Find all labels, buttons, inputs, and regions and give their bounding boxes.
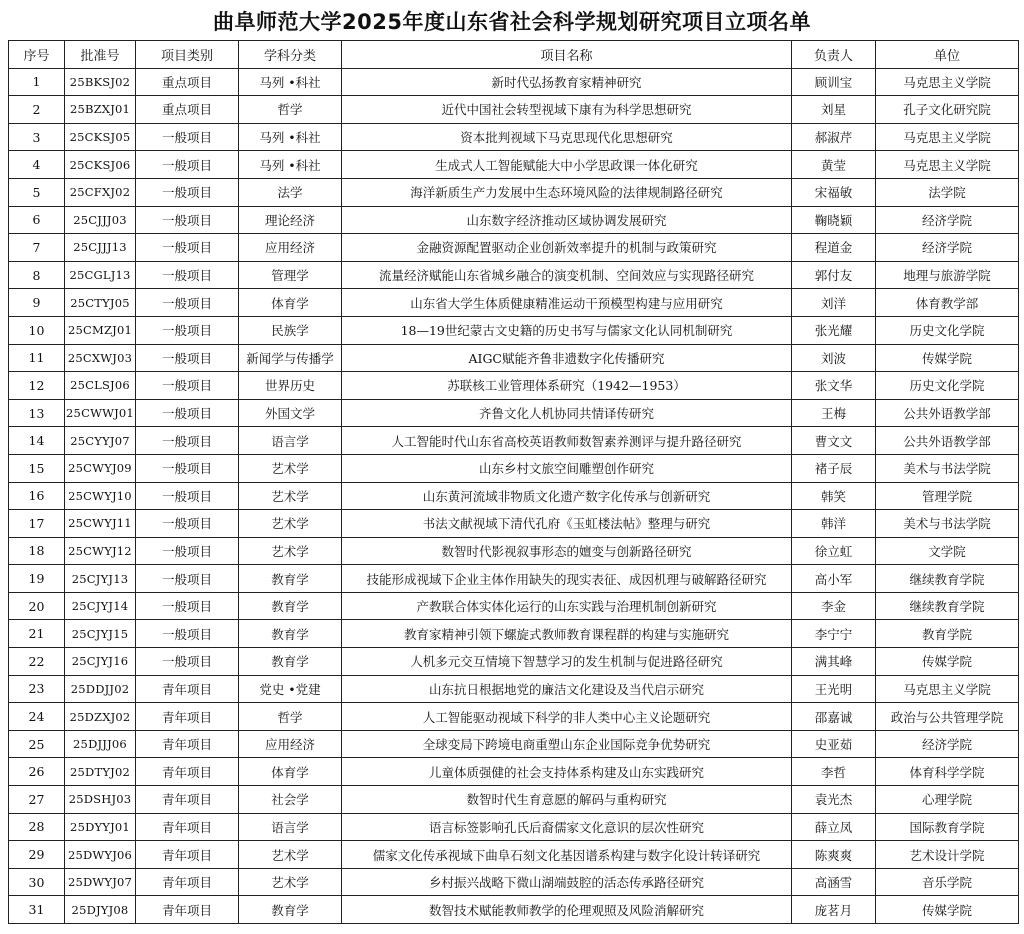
- cell-discipline: 外国文学: [239, 399, 342, 427]
- cell-project-category: 一般项目: [136, 123, 239, 151]
- project-list-table: [8, 40, 1019, 924]
- table-row: [9, 123, 1019, 151]
- cell-project-category: 一般项目: [136, 316, 239, 344]
- cell-principal: 史亚茹: [792, 730, 876, 758]
- cell-project-name: 山东黄河流域非物质文化遗产数字化传承与创新研究: [342, 482, 792, 510]
- table-row: [9, 510, 1019, 538]
- cell-unit: 传媒学院: [876, 896, 1019, 924]
- cell-approval-number: 25CJYJ15: [65, 620, 136, 648]
- cell-project-name: 山东省大学生体质健康精准运动干预模型构建与应用研究: [342, 289, 792, 317]
- cell-project-category: 一般项目: [136, 592, 239, 620]
- cell-principal: 郭付友: [792, 261, 876, 289]
- cell-unit: 政治与公共管理学院: [876, 703, 1019, 731]
- header-discipline: 学科分类: [239, 41, 342, 69]
- cell-project-category: 青年项目: [136, 841, 239, 869]
- cell-principal: 邵嘉诚: [792, 703, 876, 731]
- cell-principal: 黄莹: [792, 151, 876, 179]
- cell-unit: 文学院: [876, 537, 1019, 565]
- cell-project-name: 乡村振兴战略下微山湖端鼓腔的活态传承路径研究: [342, 868, 792, 896]
- cell-project-name: 人工智能驱动视域下科学的非人类中心主义论题研究: [342, 703, 792, 731]
- cell-project-category: 一般项目: [136, 344, 239, 372]
- cell-discipline: 新闻学与传播学: [239, 344, 342, 372]
- cell-index: 16: [9, 482, 65, 510]
- table-row: [9, 620, 1019, 648]
- cell-index: 12: [9, 372, 65, 400]
- cell-approval-number: 25BZXJ01: [65, 96, 136, 124]
- cell-discipline: 教育学: [239, 896, 342, 924]
- cell-principal: 袁光杰: [792, 786, 876, 814]
- table-row: [9, 289, 1019, 317]
- cell-approval-number: 25DYYJ01: [65, 813, 136, 841]
- cell-unit: 马克思主义学院: [876, 123, 1019, 151]
- cell-unit: 历史文化学院: [876, 316, 1019, 344]
- cell-principal: 李哲: [792, 758, 876, 786]
- cell-discipline: 马列 •科社: [239, 68, 342, 96]
- cell-project-category: 重点项目: [136, 96, 239, 124]
- cell-approval-number: 25CJYJ16: [65, 648, 136, 676]
- cell-project-category: 重点项目: [136, 68, 239, 96]
- cell-principal: 李宁宁: [792, 620, 876, 648]
- cell-approval-number: 25DDJJ02: [65, 675, 136, 703]
- cell-principal: 刘洋: [792, 289, 876, 317]
- cell-unit: 公共外语教学部: [876, 427, 1019, 455]
- cell-approval-number: 25CWYJ09: [65, 454, 136, 482]
- cell-discipline: 马列 •科社: [239, 151, 342, 179]
- cell-approval-number: 25CWYJ10: [65, 482, 136, 510]
- table-body: [9, 68, 1019, 923]
- cell-unit: 历史文化学院: [876, 372, 1019, 400]
- cell-approval-number: 25CXWJ03: [65, 344, 136, 372]
- cell-project-name: 儒家文化传承视域下曲阜石刻文化基因谱系构建与数字化设计转译研究: [342, 841, 792, 869]
- cell-approval-number: 25DJJJ06: [65, 730, 136, 758]
- table-row: [9, 730, 1019, 758]
- cell-principal: 高涵雪: [792, 868, 876, 896]
- cell-project-category: 一般项目: [136, 565, 239, 593]
- cell-discipline: 应用经济: [239, 730, 342, 758]
- cell-project-category: 一般项目: [136, 648, 239, 676]
- cell-index: 2: [9, 96, 65, 124]
- cell-project-name: 语言标签影响孔氏后裔儒家文化意识的层次性研究: [342, 813, 792, 841]
- cell-discipline: 党史 •党建: [239, 675, 342, 703]
- cell-index: 17: [9, 510, 65, 538]
- cell-index: 30: [9, 868, 65, 896]
- table-row: [9, 648, 1019, 676]
- cell-discipline: 体育学: [239, 289, 342, 317]
- cell-unit: 美术与书法学院: [876, 454, 1019, 482]
- cell-principal: 薛立凤: [792, 813, 876, 841]
- cell-index: 8: [9, 261, 65, 289]
- cell-project-name: 儿童体质强健的社会支持体系构建及山东实践研究: [342, 758, 792, 786]
- cell-discipline: 教育学: [239, 648, 342, 676]
- cell-approval-number: 25CMZJ01: [65, 316, 136, 344]
- cell-unit: 体育教学部: [876, 289, 1019, 317]
- cell-unit: 法学院: [876, 178, 1019, 206]
- cell-project-name: 全球变局下跨境电商重塑山东企业国际竞争优势研究: [342, 730, 792, 758]
- header-project-category: 项目类别: [136, 41, 239, 69]
- table-row: [9, 482, 1019, 510]
- cell-principal: 满其峰: [792, 648, 876, 676]
- table-row: [9, 896, 1019, 924]
- cell-discipline: 马列 •科社: [239, 123, 342, 151]
- cell-discipline: 艺术学: [239, 868, 342, 896]
- cell-unit: 经济学院: [876, 234, 1019, 262]
- cell-unit: 马克思主义学院: [876, 68, 1019, 96]
- cell-index: 5: [9, 178, 65, 206]
- cell-discipline: 教育学: [239, 565, 342, 593]
- cell-project-name: 金融资源配置驱动企业创新效率提升的机制与政策研究: [342, 234, 792, 262]
- cell-index: 3: [9, 123, 65, 151]
- cell-project-category: 青年项目: [136, 703, 239, 731]
- cell-project-name: 齐鲁文化人机协同共情译传研究: [342, 399, 792, 427]
- cell-project-category: 一般项目: [136, 372, 239, 400]
- table-header-row: [9, 41, 1019, 69]
- cell-discipline: 民族学: [239, 316, 342, 344]
- cell-principal: 张文华: [792, 372, 876, 400]
- cell-approval-number: 25CKSJ06: [65, 151, 136, 179]
- table-row: [9, 454, 1019, 482]
- header-project-name: 项目名称: [342, 41, 792, 69]
- cell-unit: 马克思主义学院: [876, 151, 1019, 179]
- cell-index: 18: [9, 537, 65, 565]
- cell-unit: 教育学院: [876, 620, 1019, 648]
- cell-project-category: 青年项目: [136, 896, 239, 924]
- table-row: [9, 675, 1019, 703]
- table-row: [9, 316, 1019, 344]
- table-row: [9, 96, 1019, 124]
- cell-unit: 传媒学院: [876, 344, 1019, 372]
- cell-discipline: 教育学: [239, 592, 342, 620]
- cell-principal: 王光明: [792, 675, 876, 703]
- table-row: [9, 178, 1019, 206]
- cell-project-name: 山东乡村文旅空间雕塑创作研究: [342, 454, 792, 482]
- cell-index: 9: [9, 289, 65, 317]
- header-principal: 负责人: [792, 41, 876, 69]
- cell-unit: 国际教育学院: [876, 813, 1019, 841]
- cell-principal: 徐立虹: [792, 537, 876, 565]
- cell-project-name: 新时代弘扬教育家精神研究: [342, 68, 792, 96]
- cell-project-name: 苏联核工业管理体系研究（1942—1953）: [342, 372, 792, 400]
- cell-project-category: 一般项目: [136, 178, 239, 206]
- cell-project-name: 书法文献视域下清代孔府《玉虹楼法帖》整理与研究: [342, 510, 792, 538]
- cell-project-name: 海洋新质生产力发展中生态环境风险的法律规制路径研究: [342, 178, 792, 206]
- cell-discipline: 哲学: [239, 703, 342, 731]
- cell-discipline: 应用经济: [239, 234, 342, 262]
- cell-index: 24: [9, 703, 65, 731]
- cell-unit: 马克思主义学院: [876, 675, 1019, 703]
- cell-project-name: 人机多元交互情境下智慧学习的发生机制与促进路径研究: [342, 648, 792, 676]
- cell-approval-number: 25CJYJ14: [65, 592, 136, 620]
- cell-index: 26: [9, 758, 65, 786]
- table-row: [9, 758, 1019, 786]
- cell-project-category: 青年项目: [136, 730, 239, 758]
- cell-index: 14: [9, 427, 65, 455]
- cell-approval-number: 25CFXJ02: [65, 178, 136, 206]
- table-row: [9, 565, 1019, 593]
- cell-project-category: 一般项目: [136, 454, 239, 482]
- cell-project-category: 一般项目: [136, 261, 239, 289]
- cell-project-name: 数智时代影视叙事形态的嬗变与创新路径研究: [342, 537, 792, 565]
- cell-project-name: 山东数字经济推动区域协调发展研究: [342, 206, 792, 234]
- cell-index: 13: [9, 399, 65, 427]
- table-row: [9, 344, 1019, 372]
- cell-index: 4: [9, 151, 65, 179]
- cell-principal: 曹文文: [792, 427, 876, 455]
- cell-discipline: 语言学: [239, 813, 342, 841]
- cell-unit: 心理学院: [876, 786, 1019, 814]
- cell-project-name: 教育家精神引领下螺旋式教师教育课程群的构建与实施研究: [342, 620, 792, 648]
- cell-index: 11: [9, 344, 65, 372]
- cell-discipline: 艺术学: [239, 454, 342, 482]
- cell-project-category: 一般项目: [136, 399, 239, 427]
- cell-index: 19: [9, 565, 65, 593]
- cell-unit: 经济学院: [876, 206, 1019, 234]
- cell-project-name: 技能形成视域下企业主体作用缺失的现实表征、成因机理与破解路径研究: [342, 565, 792, 593]
- cell-index: 27: [9, 786, 65, 814]
- cell-approval-number: 25CWWJ01: [65, 399, 136, 427]
- table-row: [9, 151, 1019, 179]
- cell-project-name: 人工智能时代山东省高校英语教师数智素养测评与提升路径研究: [342, 427, 792, 455]
- cell-principal: 陈爽爽: [792, 841, 876, 869]
- cell-project-category: 一般项目: [136, 234, 239, 262]
- cell-index: 15: [9, 454, 65, 482]
- cell-index: 7: [9, 234, 65, 262]
- cell-principal: 李金: [792, 592, 876, 620]
- cell-approval-number: 25CYYJ07: [65, 427, 136, 455]
- cell-principal: 刘波: [792, 344, 876, 372]
- cell-unit: 传媒学院: [876, 648, 1019, 676]
- cell-unit: 经济学院: [876, 730, 1019, 758]
- cell-approval-number: 25DWYJ06: [65, 841, 136, 869]
- cell-discipline: 世界历史: [239, 372, 342, 400]
- cell-approval-number: 25CJJJ03: [65, 206, 136, 234]
- cell-approval-number: 25DZXJ02: [65, 703, 136, 731]
- cell-index: 10: [9, 316, 65, 344]
- cell-unit: 地理与旅游学院: [876, 261, 1019, 289]
- cell-project-category: 一般项目: [136, 510, 239, 538]
- cell-project-category: 一般项目: [136, 206, 239, 234]
- cell-discipline: 语言学: [239, 427, 342, 455]
- cell-principal: 韩洋: [792, 510, 876, 538]
- table-row: [9, 399, 1019, 427]
- cell-discipline: 哲学: [239, 96, 342, 124]
- cell-index: 28: [9, 813, 65, 841]
- cell-project-category: 青年项目: [136, 813, 239, 841]
- cell-project-category: 一般项目: [136, 482, 239, 510]
- cell-index: 22: [9, 648, 65, 676]
- cell-approval-number: 25DJYJ08: [65, 896, 136, 924]
- cell-discipline: 法学: [239, 178, 342, 206]
- cell-approval-number: 25CJYJ13: [65, 565, 136, 593]
- table-row: [9, 206, 1019, 234]
- table-row: [9, 427, 1019, 455]
- cell-project-name: 流量经济赋能山东省城乡融合的演变机制、空间效应与实现路径研究: [342, 261, 792, 289]
- cell-discipline: 体育学: [239, 758, 342, 786]
- header-unit: 单位: [876, 41, 1019, 69]
- cell-discipline: 艺术学: [239, 537, 342, 565]
- table-row: [9, 841, 1019, 869]
- cell-project-category: 一般项目: [136, 289, 239, 317]
- cell-project-category: 一般项目: [136, 537, 239, 565]
- table-row: [9, 703, 1019, 731]
- cell-project-category: 青年项目: [136, 758, 239, 786]
- cell-principal: 程道金: [792, 234, 876, 262]
- cell-project-category: 青年项目: [136, 675, 239, 703]
- cell-principal: 韩笑: [792, 482, 876, 510]
- cell-project-name: 产教联合体实体化运行的山东实践与治理机制创新研究: [342, 592, 792, 620]
- table-row: [9, 868, 1019, 896]
- cell-index: 21: [9, 620, 65, 648]
- cell-principal: 高小军: [792, 565, 876, 593]
- cell-project-name: AIGC赋能齐鲁非遗数字化传播研究: [342, 344, 792, 372]
- cell-approval-number: 25DWYJ07: [65, 868, 136, 896]
- header-index: 序号: [9, 41, 65, 69]
- table-row: [9, 813, 1019, 841]
- cell-approval-number: 25CLSJ06: [65, 372, 136, 400]
- cell-project-name: 18—19世纪蒙古文史籍的历史书写与儒家文化认同机制研究: [342, 316, 792, 344]
- cell-principal: 张光耀: [792, 316, 876, 344]
- cell-project-name: 资本批判视域下马克思现代化思想研究: [342, 123, 792, 151]
- cell-approval-number: 25CTYJ05: [65, 289, 136, 317]
- cell-index: 25: [9, 730, 65, 758]
- cell-project-name: 生成式人工智能赋能大中小学思政课一体化研究: [342, 151, 792, 179]
- cell-approval-number: 25CJJJ13: [65, 234, 136, 262]
- cell-project-name: 山东抗日根据地党的廉洁文化建设及当代启示研究: [342, 675, 792, 703]
- table-row: [9, 592, 1019, 620]
- cell-index: 29: [9, 841, 65, 869]
- cell-unit: 音乐学院: [876, 868, 1019, 896]
- cell-approval-number: 25DSHJ03: [65, 786, 136, 814]
- cell-approval-number: 25CGLJ13: [65, 261, 136, 289]
- cell-principal: 宋福敏: [792, 178, 876, 206]
- cell-approval-number: 25CWYJ11: [65, 510, 136, 538]
- cell-approval-number: 25CWYJ12: [65, 537, 136, 565]
- cell-project-category: 一般项目: [136, 151, 239, 179]
- cell-project-name: 数智技术赋能教师教学的伦理观照及风险消解研究: [342, 896, 792, 924]
- cell-index: 20: [9, 592, 65, 620]
- cell-principal: 庞茗月: [792, 896, 876, 924]
- cell-unit: 继续教育学院: [876, 565, 1019, 593]
- cell-index: 1: [9, 68, 65, 96]
- cell-project-category: 一般项目: [136, 427, 239, 455]
- cell-unit: 管理学院: [876, 482, 1019, 510]
- cell-unit: 美术与书法学院: [876, 510, 1019, 538]
- table-row: [9, 234, 1019, 262]
- cell-unit: 继续教育学院: [876, 592, 1019, 620]
- cell-approval-number: 25BKSJ02: [65, 68, 136, 96]
- cell-unit: 艺术设计学院: [876, 841, 1019, 869]
- cell-unit: 体育科学学院: [876, 758, 1019, 786]
- cell-index: 31: [9, 896, 65, 924]
- cell-unit: 公共外语教学部: [876, 399, 1019, 427]
- cell-discipline: 艺术学: [239, 510, 342, 538]
- table-row: [9, 537, 1019, 565]
- cell-project-name: 近代中国社会转型视域下康有为科学思想研究: [342, 96, 792, 124]
- cell-discipline: 管理学: [239, 261, 342, 289]
- cell-discipline: 教育学: [239, 620, 342, 648]
- cell-index: 23: [9, 675, 65, 703]
- cell-approval-number: 25DTYJ02: [65, 758, 136, 786]
- table-row: [9, 68, 1019, 96]
- cell-discipline: 艺术学: [239, 841, 342, 869]
- table-row: [9, 372, 1019, 400]
- cell-project-category: 青年项目: [136, 868, 239, 896]
- cell-discipline: 社会学: [239, 786, 342, 814]
- document-title: 曲阜师范大学2025年度山东省社会科学规划研究项目立项名单: [213, 10, 811, 34]
- cell-discipline: 艺术学: [239, 482, 342, 510]
- cell-project-category: 青年项目: [136, 786, 239, 814]
- table-row: [9, 786, 1019, 814]
- cell-principal: 褚子辰: [792, 454, 876, 482]
- cell-principal: 顾训宝: [792, 68, 876, 96]
- header-approval-number: 批准号: [65, 41, 136, 69]
- cell-unit: 孔子文化研究院: [876, 96, 1019, 124]
- cell-project-name: 数智时代生育意愿的解码与重构研究: [342, 786, 792, 814]
- cell-project-category: 一般项目: [136, 620, 239, 648]
- cell-principal: 王梅: [792, 399, 876, 427]
- cell-approval-number: 25CKSJ05: [65, 123, 136, 151]
- cell-principal: 鞠晓颖: [792, 206, 876, 234]
- cell-discipline: 理论经济: [239, 206, 342, 234]
- cell-principal: 刘星: [792, 96, 876, 124]
- cell-index: 6: [9, 206, 65, 234]
- table-row: [9, 261, 1019, 289]
- cell-principal: 郝淑芹: [792, 123, 876, 151]
